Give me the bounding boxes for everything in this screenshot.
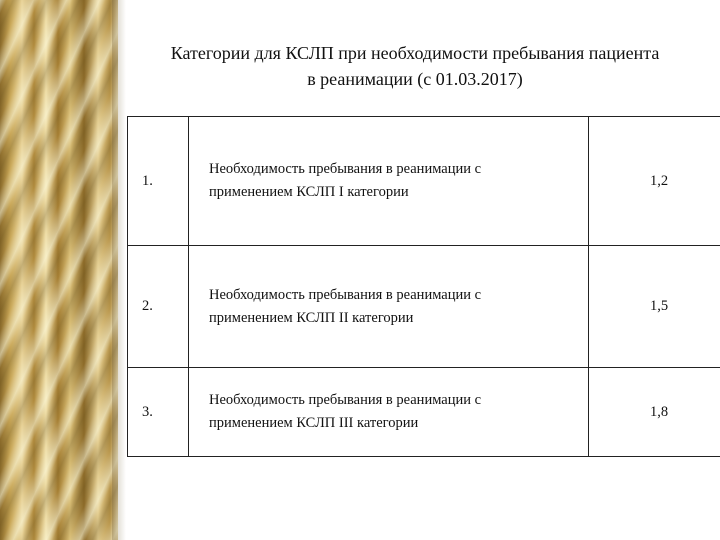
decorative-curtain [0, 0, 118, 540]
table-row [128, 117, 720, 246]
row-coefficient: 1,8 [589, 368, 720, 457]
row-description [189, 368, 589, 457]
row-coefficient: 1,5 [589, 246, 720, 368]
row-number: 1. [128, 117, 189, 246]
row-description-text: Необходимость пребывания в реанимации с применением КСЛП II категории [209, 286, 482, 326]
kslp-table [127, 116, 720, 457]
table-row [128, 246, 720, 368]
slide-title [130, 40, 700, 92]
title-line-1: Категории для КСЛП при необходимости пребывания пациента [170, 43, 660, 63]
row-description [189, 117, 589, 246]
title-line-2: в реанимации (с 01.03.2017) [307, 69, 523, 89]
table-row [128, 368, 720, 457]
row-description-text: Необходимость пребывания в реанимации с применением КСЛП III категории [209, 392, 482, 431]
row-description-text: Необходимость пребывания в реанимации с применением КСЛП I категории [209, 161, 482, 200]
row-number: 2. [128, 246, 189, 368]
row-coefficient: 1,2 [589, 117, 720, 246]
curtain-shadow [112, 0, 126, 540]
row-description [189, 246, 589, 368]
row-number: 3. [128, 368, 189, 457]
